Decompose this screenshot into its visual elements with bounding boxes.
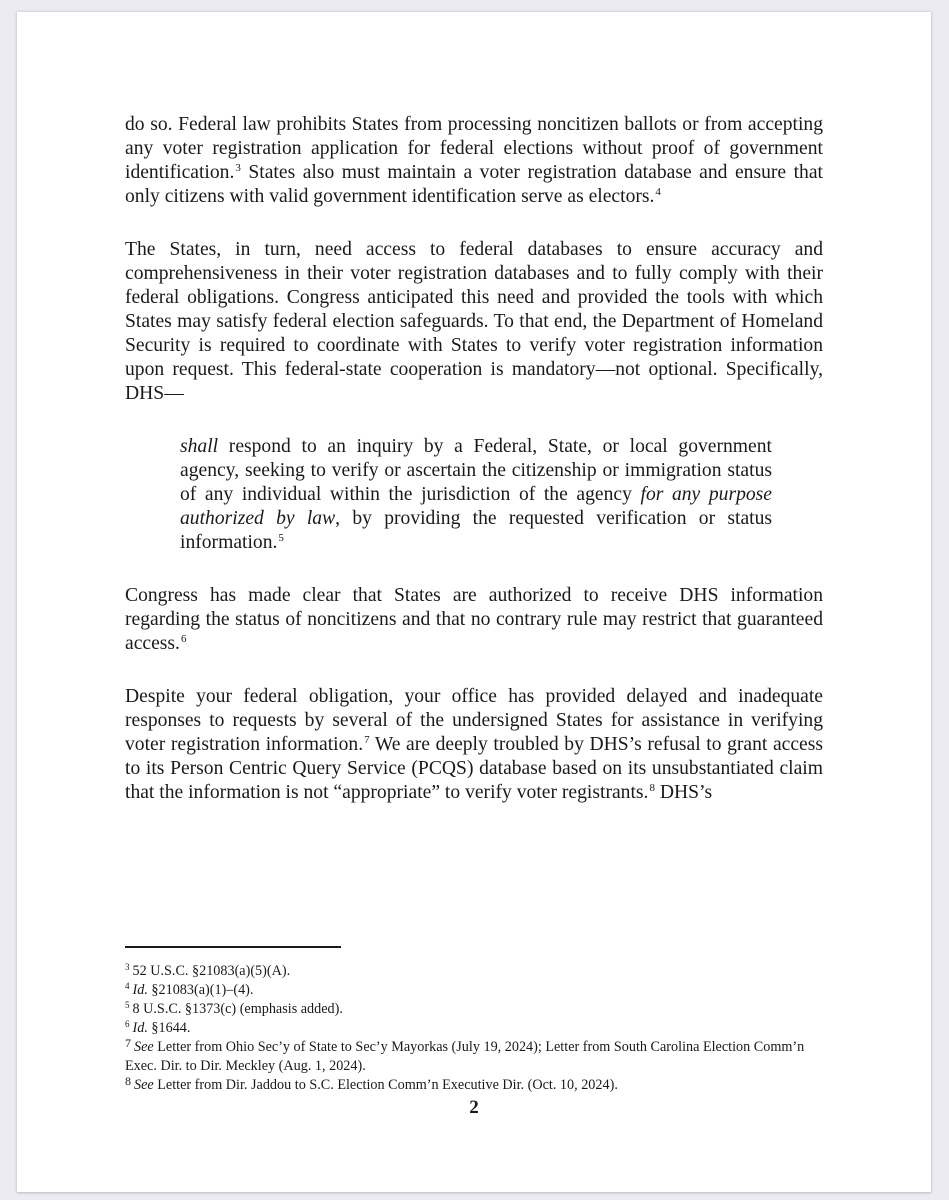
page-number: 2 xyxy=(469,1097,479,1118)
text-run: States also must maintain a voter registration database and ensure that only citizens with valid government identification serve as electors. xyxy=(125,162,823,207)
emphasis-text: Id. xyxy=(132,1020,148,1036)
footnote-3 xyxy=(125,962,823,981)
paragraph-states-access xyxy=(125,238,823,406)
emphasis-text: for any purpose authorized by law xyxy=(180,484,772,529)
emphasis-text: Id. xyxy=(132,982,148,998)
footnote-8 xyxy=(125,1076,823,1095)
emphasis-text: See xyxy=(134,1077,154,1093)
footnote-number: 6 xyxy=(125,1019,130,1029)
text-run: Congress has made clear that States are authorized to receive DHS information regarding the status of noncitizens and that no contrary rule may restrict that guaranteed access. xyxy=(125,585,823,654)
footnote-ref-4: 4 xyxy=(655,186,661,198)
footnote-5 xyxy=(125,1000,823,1019)
text-run: DHS’s xyxy=(654,782,713,803)
footnote-ref-7: 7 xyxy=(364,734,370,746)
footnote-ref-8: 8 xyxy=(649,782,655,794)
footnote-ref-3: 3 xyxy=(235,162,241,174)
paragraph-federal-law xyxy=(125,113,823,209)
text-run: respond to an inquiry by a Federal, State, or local government agency, seeking to verify or ascertain the citizenship or immigration status of any individual within the jurisdiction of the agency xyxy=(180,436,772,505)
footnote-7 xyxy=(125,1038,823,1076)
statute-blockquote xyxy=(180,435,772,555)
footnote-text: 52 U.S.C. §21083(a)(5)(A). xyxy=(132,963,291,979)
footnote-text: Letter from Dir. Jaddou to S.C. Election Comm’n Executive Dir. (Oct. 10, 2024). xyxy=(153,1077,618,1093)
footnote-text: §1644. xyxy=(147,1020,191,1036)
text-run: , by providing the requested verification or status information. xyxy=(180,508,773,553)
footnote-text: 8 U.S.C. §1373(c) (emphasis added). xyxy=(132,1001,343,1017)
text-run: The States, in turn, need access to federal databases to ensure accuracy and comprehensiveness in their voter registration databases and to fully comply with their federal obligations. Congress anticipated this need and provided the tools with which States may satisfy federal election safeguards. To that end, the Department of Homeland Security is required to coordinate with States to verify voter registration information upon request. This federal-state cooperation is mandatory—not optional. Specifically, DHS— xyxy=(125,239,823,404)
footnotes xyxy=(125,946,823,1095)
footnote-6 xyxy=(125,1019,823,1038)
body-text xyxy=(125,113,823,834)
emphasis-text: See xyxy=(134,1039,154,1055)
text-run: We are deeply troubled by DHS’s refusal to grant access to its Person Centric Query Service (PCQS) database based on its unsubstantiated claim that the information is not “appropriate” to verify voter registrants. xyxy=(125,734,823,803)
footnote-divider xyxy=(125,946,341,948)
footnote-number: 7 xyxy=(125,1036,131,1050)
footnote-list xyxy=(125,962,823,1095)
footnote-number: 5 xyxy=(125,1000,130,1010)
document-page xyxy=(17,12,931,1192)
footnote-number: 4 xyxy=(125,981,130,991)
footnote-number: 8 xyxy=(125,1074,131,1088)
emphasis-text: shall xyxy=(180,436,219,457)
footnote-4 xyxy=(125,981,823,1000)
text-run: Despite your federal obligation, your office has provided delayed and inadequate responses to requests by several of the undersigned States for assistance in verifying voter registration information. xyxy=(125,686,823,755)
footnote-ref-5: 5 xyxy=(278,532,284,544)
footnote-text: §21083(a)(1)–(4). xyxy=(147,982,254,998)
text-run: do so. Federal law prohibits States from processing noncitizen ballots or from accepting any voter registration application for federal elections without proof of government identification. xyxy=(125,114,823,183)
footnote-number: 3 xyxy=(125,962,130,972)
paragraph-despite-obligation xyxy=(125,685,823,805)
paragraph-congress-clear xyxy=(125,584,823,656)
footnote-ref-6: 6 xyxy=(180,633,187,645)
footnote-text: Letter from Ohio Sec’y of State to Sec’y Mayorkas (July 19, 2024); Letter from South Carolina Election Comm’n Exec. Dir. to Dir. Meckley (Aug. 1, 2024). xyxy=(125,1039,805,1074)
